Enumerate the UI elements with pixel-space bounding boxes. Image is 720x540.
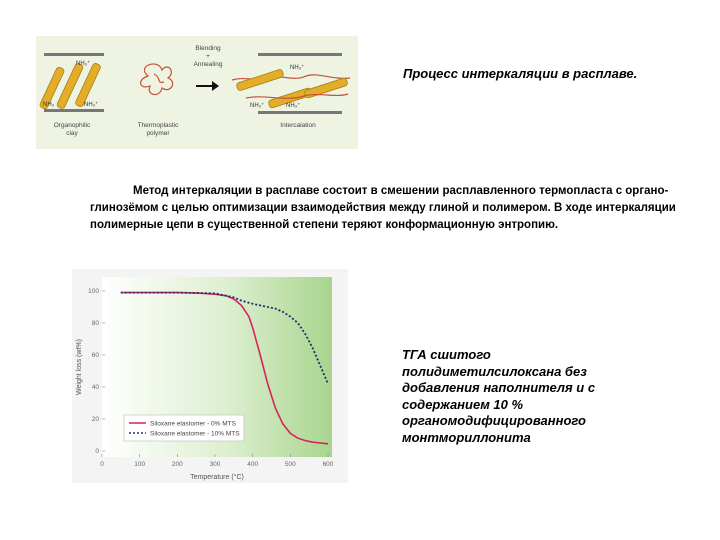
legend-label: Siloxane elastomer - 10% MTS [150,430,240,438]
polymer-label: polymer [146,130,170,137]
intercalation-label: Intercalation [280,122,316,129]
x-tick-label: 100 [134,461,146,468]
x-axis-label: Temperature (°C) [190,474,244,481]
legend-label: Siloxane elastomer - 0% MTS [150,420,236,428]
nh3-label: NH₃⁺ [290,65,305,71]
clay-label: clay [66,130,78,137]
clay-plate-top [44,53,104,56]
nh3-label: NH₃⁺ [84,102,99,108]
x-tick-label: 400 [247,461,259,468]
x-tick-label: 0 [100,461,104,468]
x-tick-label: 500 [284,461,296,468]
nh3-label: NH₃⁺ [76,61,91,67]
nh3-label: NH₃⁺ [286,103,301,109]
x-tick-label: 600 [322,461,334,468]
clay-plate-top [258,53,342,56]
y-axis-label: Weight loss (wt%) [76,339,83,395]
clay-plate-bottom [258,111,342,114]
annealing-label: Annealing [193,61,223,68]
y-tick-label: 100 [88,288,99,295]
x-tick-label: 200 [171,461,183,468]
y-tick-label: 20 [91,416,99,423]
y-tick-label: 0 [95,448,99,455]
nh3-label: NH₃⁺ [250,103,265,109]
clay-plate-bottom [44,109,104,112]
chart-legend [124,415,244,441]
organophilic-label: Organophilic [53,122,91,129]
body-text: Метод интеркаляции в расплаве состоит в смешении расплавленного термопласта с органо-глинозёмом с целью оптимизации взаимодействия между глиной и полимером. В ходе интеркаляции полимерные цепи в существенной степени теряют конформационную энтропию. [90,185,676,231]
y-tick-label: 40 [91,384,99,391]
y-tick-label: 80 [91,320,99,327]
y-tick-label: 60 [91,352,99,359]
blending-label: Blending [195,45,221,52]
nh3-label: NH₃ [43,102,55,108]
slide-title: Процесс интеркаляции в расплаве. [403,66,638,81]
thermoplastic-label: Thermoplastic [137,122,179,129]
tga-chart [72,269,348,483]
plus-label: + [206,53,210,60]
chart-caption: ТГА сшитого полидиметилсилоксана без добавления наполнителя и с содержанием 10 % органомодифицированного монтмориллонита [402,347,596,445]
x-tick-label: 300 [209,461,221,468]
intercalation-schematic [36,36,358,149]
